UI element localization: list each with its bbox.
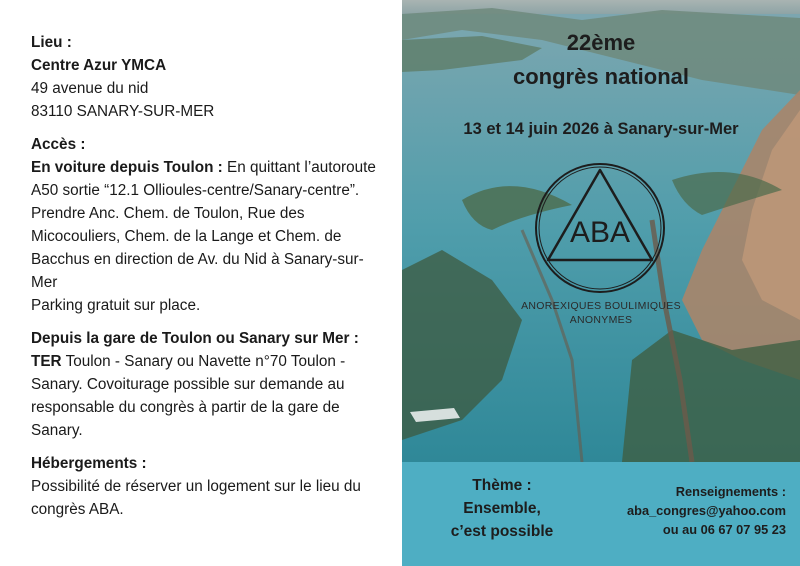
lieu-name: Centre Azur YMCA [31,57,167,74]
parking-text: Parking gratuit sur place. [31,297,201,314]
voiture-paragraph [31,156,376,294]
theme-line1: Ensemble, [463,500,541,517]
acces-section [31,133,376,317]
cover-column [402,0,800,566]
contact-email[interactable]: aba_congres@yahoo.com [627,503,786,518]
lieu-heading: Lieu : [31,34,72,51]
lieu-section [31,31,376,123]
contact-phone: ou au 06 67 07 95 23 [662,522,786,537]
hebergement-section [31,452,376,521]
theme-line2: c’est possible [450,523,554,540]
voiture-label: En voiture depuis Toulon : [31,159,223,176]
aba-logo-emblem [530,158,670,298]
hebergement-heading: Hébergements : [31,455,147,472]
hebergement-text: Possibilité de réserver un logement sur le lieu du congrès ABA. [31,478,361,518]
contact-label: Renseignements : [675,484,786,499]
contact-block [602,482,786,539]
gare-heading: Depuis la gare de Toulon ou Sanary sur Mer : [31,330,359,347]
theme-label: Thème : [472,477,532,494]
acces-heading: Accès : [31,136,86,153]
logo-caption-line1: ANOREXIQUES BOULIMIQUES [521,300,681,312]
theme-block [402,474,602,543]
congress-ordinal: 22ème [566,30,636,55]
logo-letters: ABA [569,216,631,249]
aba-logo [530,158,670,298]
congress-title: congrès national [512,64,690,89]
ter-paragraph [31,350,376,442]
ter-text: Toulon - Sanary ou Navette n°70 Toulon - Sanary. Covoiturage possible sur demande au responsable du congrès à partir de la gare de Sanary. [31,353,346,439]
lieu-street: 49 avenue du nid [31,80,149,97]
lieu-city: 83110 SANARY-SUR-MER [31,103,215,120]
gare-section [31,327,376,442]
congress-dates: 13 et 14 juin 2026 à Sanary-sur-Mer [463,120,739,138]
logo-caption-line2: ANONYMES [569,314,633,326]
ter-label: TER [31,353,62,370]
info-text [31,31,376,531]
voiture-text: En quittant l’autoroute A50 sortie “12.1 Ollioules-centre/Sanary-centre”. Prendre Anc. Chem. de Toulon, Rue des Micocouliers, Chem. de la Lange et Chem. de Bacchus en direction de Av. du Nid à Sanary-sur-Mer [31,159,376,291]
